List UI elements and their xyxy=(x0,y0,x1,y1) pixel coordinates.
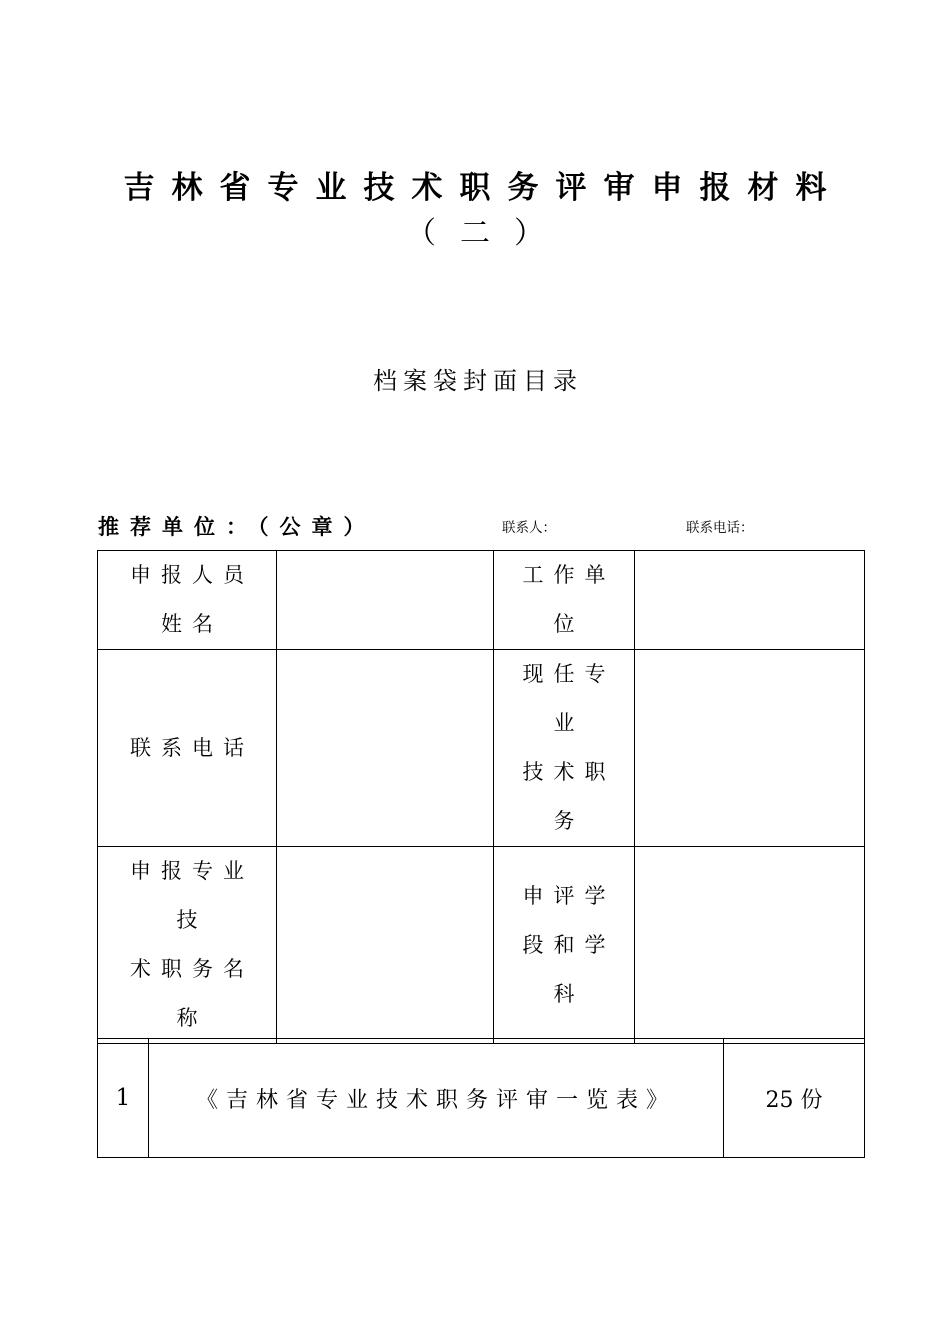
table-row xyxy=(98,847,865,1044)
current-title-label: 现任专 业 技术职 务 xyxy=(494,650,635,847)
table-row xyxy=(98,650,865,847)
item-name: 《吉林省专业技术职务评审一览表》 xyxy=(149,1039,724,1158)
phone-field[interactable] xyxy=(277,650,494,847)
applicant-name-label: 申报人员 姓名 xyxy=(98,551,277,650)
applicant-name-field[interactable] xyxy=(277,551,494,650)
review-section-field[interactable] xyxy=(635,847,865,1044)
contact-person-label: 联系人： xyxy=(502,520,556,536)
list-item xyxy=(98,1039,865,1158)
current-title-field[interactable] xyxy=(635,650,865,847)
item-number: 1 xyxy=(98,1039,149,1158)
work-unit-field[interactable] xyxy=(635,551,865,650)
phone-label: 联系电话 xyxy=(98,650,277,847)
info-line xyxy=(98,510,878,544)
applicant-info-table xyxy=(97,550,865,1044)
applied-title-field[interactable] xyxy=(277,847,494,1044)
work-unit-label: 工作单 位 xyxy=(494,551,635,650)
document-title: 吉林省专业技术职务评审申报材料 xyxy=(123,170,844,206)
document-subtitle: （二） xyxy=(406,216,568,251)
review-section-label: 申评学 段和学 科 xyxy=(494,847,635,1044)
contact-phone-label: 联系电话： xyxy=(686,520,754,536)
recommend-unit-label: 推荐单位：（公章） xyxy=(98,515,376,539)
section-heading: 档案袋封面目录 xyxy=(373,367,583,395)
table-row xyxy=(98,551,865,650)
applied-title-label: 申报专业 技 术职务名 称 xyxy=(98,847,277,1044)
materials-list-table xyxy=(97,1038,865,1158)
item-copies: 25 份 xyxy=(724,1039,865,1158)
